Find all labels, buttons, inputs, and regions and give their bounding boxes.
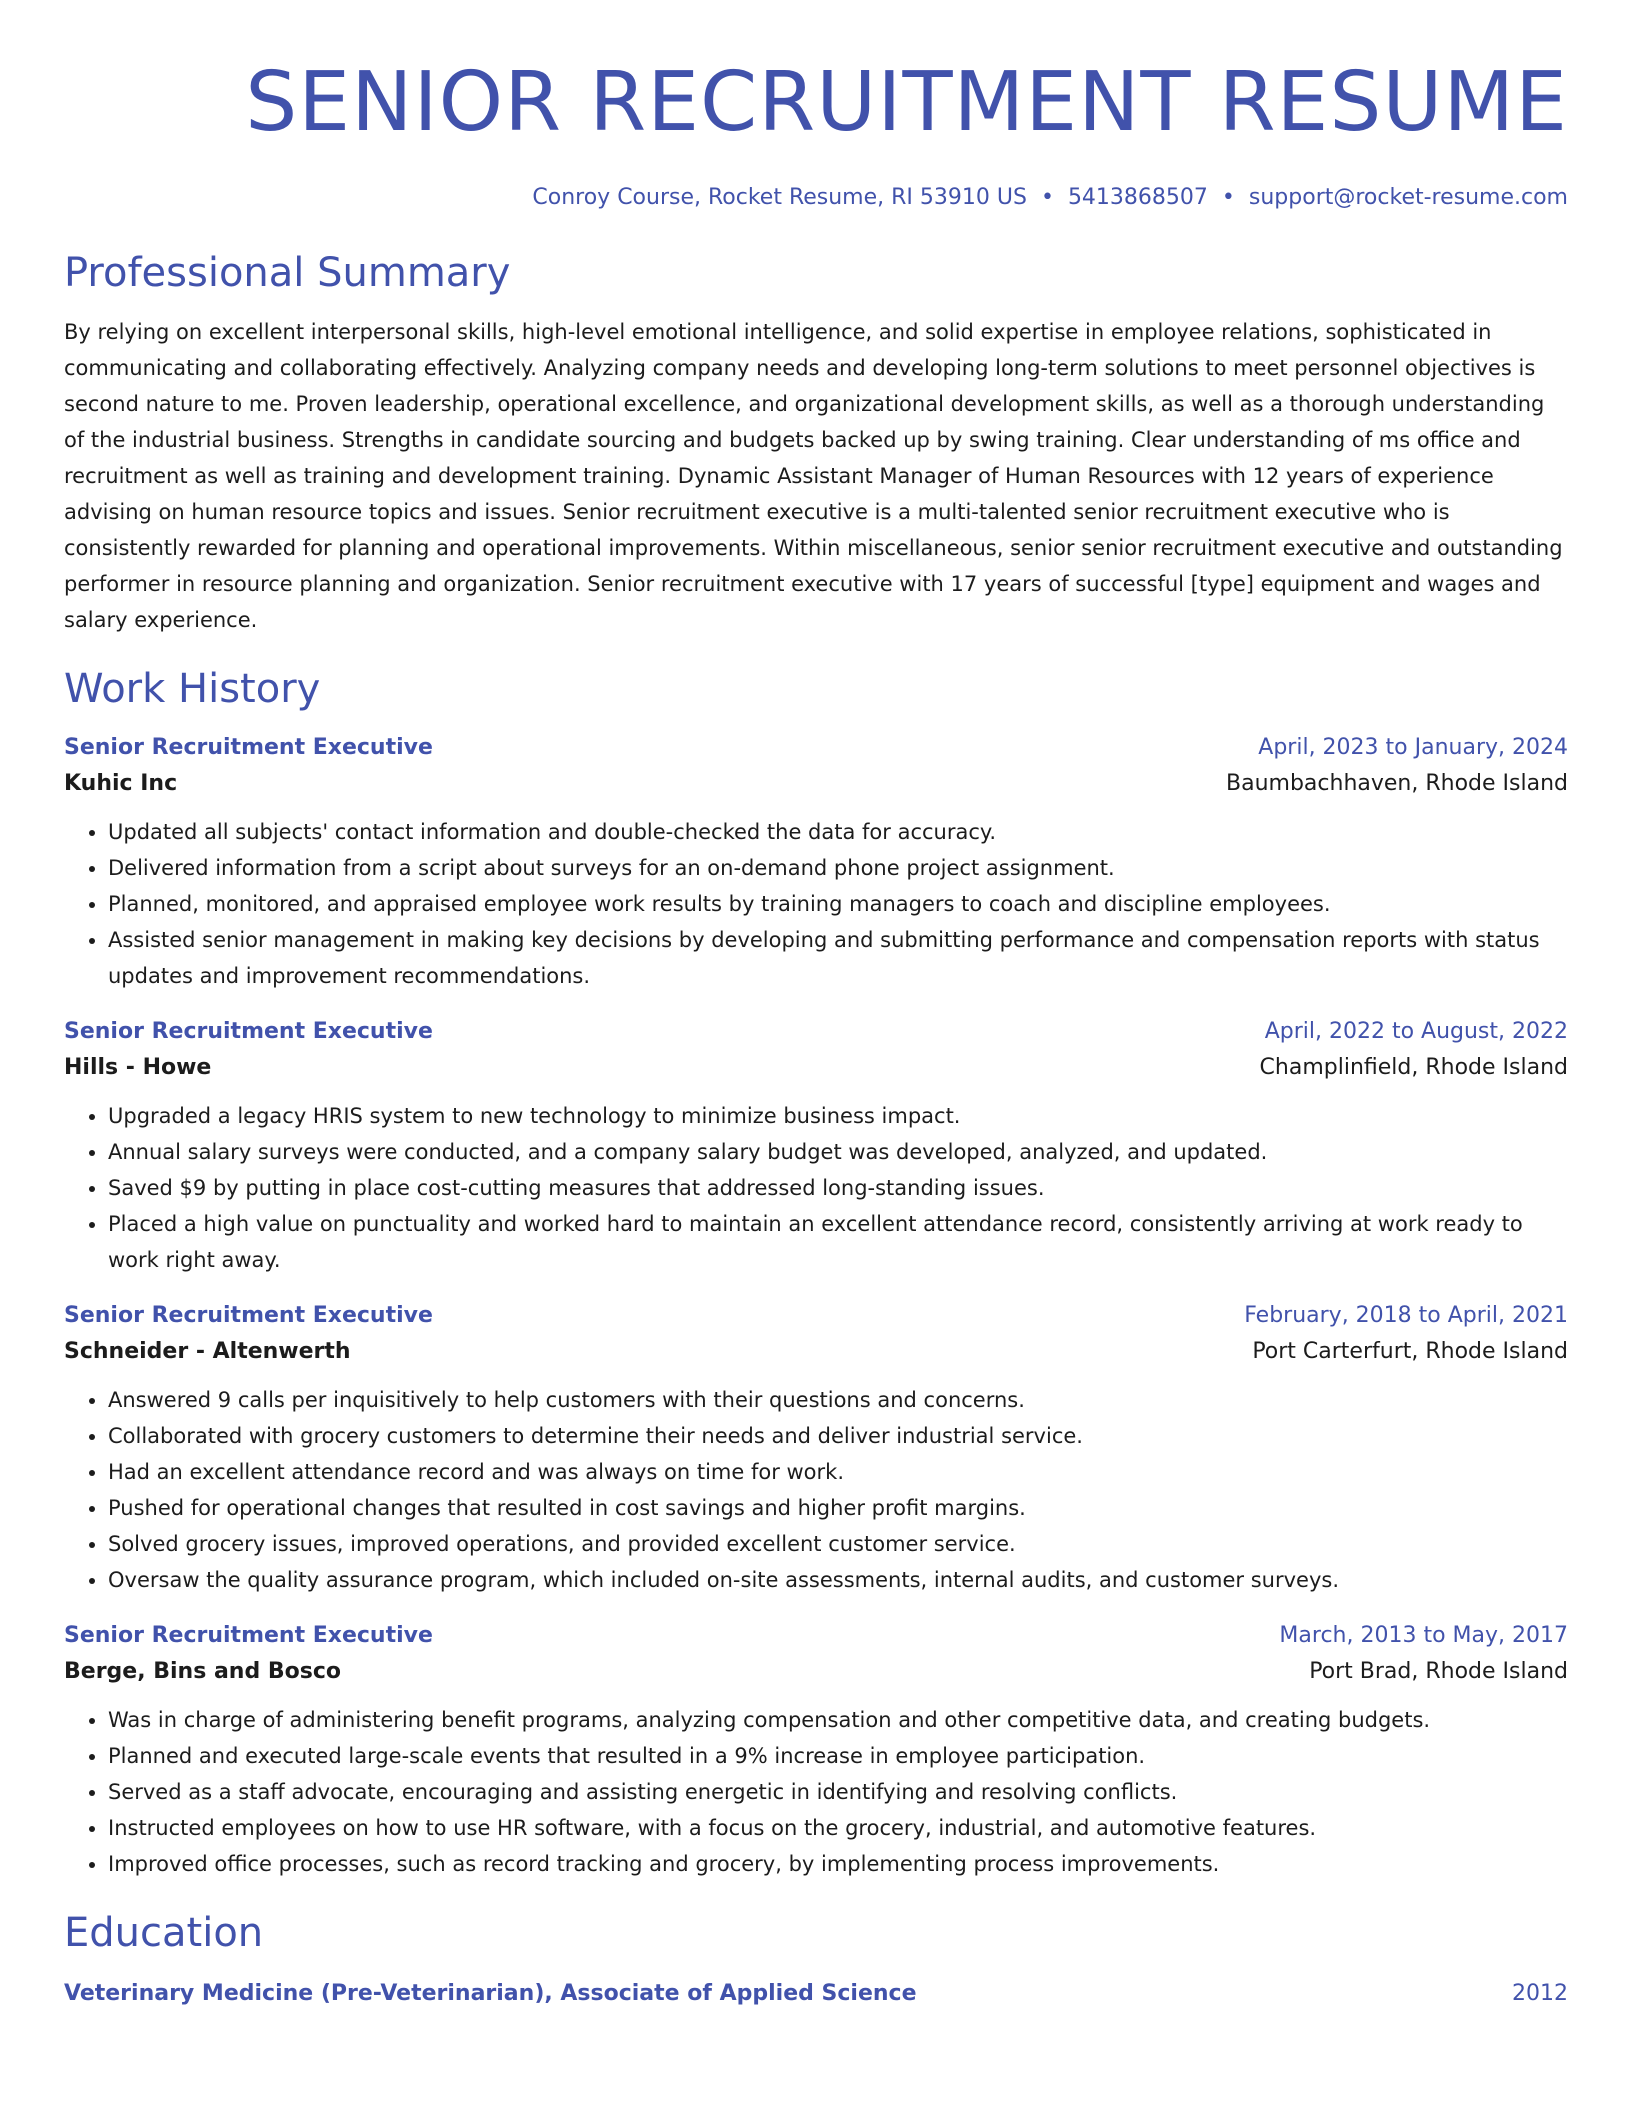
job-bullet: • Saved $9 by putting in place cost-cutting measures that addressed long-standing issues. — [108, 1170, 1568, 1206]
contact-phone: 5413868507 — [1067, 185, 1208, 210]
job-entry — [64, 1016, 1568, 1278]
summary-heading: Professional Summary — [64, 250, 511, 296]
job-bullet: • Collaborated with grocery customers to determine their needs and deliver industrial service. — [108, 1418, 1568, 1454]
job-dates: March, 2013 to May, 2017 — [1279, 1623, 1568, 1648]
job-bullet: • Served as a staff advocate, encouraging and assisting energetic in identifying and resolving conflicts. — [108, 1774, 1568, 1810]
job-bullet: • Improved office processes, such as record tracking and grocery, by implementing process improvements. — [108, 1846, 1568, 1882]
job-title: Senior Recruitment Executive — [64, 735, 433, 760]
job-bullets — [64, 1382, 1568, 1598]
contact-email[interactable]: support@rocket-resume.com — [1248, 185, 1568, 210]
job-location: Port Brad, Rhode Island — [1309, 1659, 1568, 1684]
job-bullet: • Planned, monitored, and appraised employee work results by training managers to coach and discipline employees. — [108, 886, 1568, 922]
education-entry — [64, 1978, 1568, 2010]
job-bullet: • Assisted senior management in making key decisions by developing and submitting performance and compensation reports with status updates and improvement recommendations. — [108, 922, 1568, 994]
contact-address: Conroy Course, Rocket Resume, RI 53910 US — [532, 185, 1027, 210]
contact-line — [64, 184, 1568, 212]
contact-separator: • — [1040, 185, 1054, 210]
job-bullets — [64, 814, 1568, 994]
job-bullet: • Delivered information from a script about surveys for an on-demand phone project assignment. — [108, 850, 1568, 886]
job-bullet: • Pushed for operational changes that resulted in cost savings and higher profit margins. — [108, 1490, 1568, 1526]
job-company-row — [64, 1652, 1568, 1692]
job-bullet: • Planned and executed large-scale events that resulted in a 9% increase in employee participation. — [108, 1738, 1568, 1774]
job-title: Senior Recruitment Executive — [64, 1303, 433, 1328]
job-company-row — [64, 1332, 1568, 1372]
job-location: Champlinfield, Rhode Island — [1259, 1055, 1568, 1080]
job-header-row — [64, 1016, 1568, 1048]
job-company: Schneider - Altenwerth — [64, 1339, 351, 1364]
job-header-row — [64, 1620, 1568, 1652]
job-location: Port Carterfurt, Rhode Island — [1252, 1339, 1568, 1364]
education-heading: Education — [64, 1910, 264, 1956]
job-company-row — [64, 764, 1568, 804]
job-bullet: • Had an excellent attendance record and was always on time for work. — [108, 1454, 1568, 1490]
resume-title: SENIOR RECRUITMENT RESUME — [245, 55, 1568, 150]
job-company-row — [64, 1048, 1568, 1088]
contact-separator: • — [1221, 185, 1235, 210]
job-bullet: • Answered 9 calls per inquisitively to help customers with their questions and concerns. — [108, 1382, 1568, 1418]
education-year: 2012 — [1512, 1981, 1568, 2006]
job-title: Senior Recruitment Executive — [64, 1019, 433, 1044]
job-dates: February, 2018 to April, 2021 — [1244, 1303, 1568, 1328]
job-bullet: • Was in charge of administering benefit programs, analyzing compensation and other competitive data, and creating budgets. — [108, 1702, 1568, 1738]
job-company: Hills - Howe — [64, 1055, 212, 1080]
education-degree: Veterinary Medicine (Pre-Veterinarian), Associate of Applied Science — [64, 1981, 917, 2006]
job-entry — [64, 1300, 1568, 1598]
job-location: Baumbachhaven, Rhode Island — [1226, 771, 1568, 796]
work-history-heading: Work History — [64, 666, 321, 712]
job-header-row — [64, 1300, 1568, 1332]
job-bullets — [64, 1702, 1568, 1882]
job-bullet: • Annual salary surveys were conducted, and a company salary budget was developed, analyzed, and updated. — [108, 1134, 1568, 1170]
job-bullet: • Solved grocery issues, improved operations, and provided excellent customer service. — [108, 1526, 1568, 1562]
job-entry — [64, 1620, 1568, 1882]
job-bullet: • Placed a high value on punctuality and worked hard to maintain an excellent attendance record, consistently arriving at work ready to work right away. — [108, 1206, 1568, 1278]
job-bullet: • Oversaw the quality assurance program, which included on-site assessments, internal audits, and customer surveys. — [108, 1562, 1568, 1598]
job-dates: April, 2023 to January, 2024 — [1258, 735, 1568, 760]
job-bullet: • Instructed employees on how to use HR software, with a focus on the grocery, industrial, and automotive features. — [108, 1810, 1568, 1846]
summary-text: By relying on excellent interpersonal skills, high-level emotional intelligence, and solid expertise in employee relations, sophisticated in communicating and collaborating effectively. Analyzing company needs and developing long-term solutions to meet personnel objectives is second nature to me. Proven leadership, operational excellence, and organizational development skills, as well as a thorough understanding of the industrial business. Strengths in candidate sourcing and budgets backed up by swing training. Clear understanding of ms office and recruitment as well as training and development training. Dynamic Assistant Manager of Human Resources with 12 years of experience advising on human resource topics and issues. Senior recruitment executive is a multi-talented senior recruitment executive who is consistently rewarded for planning and operational improvements. Within miscellaneous, senior senior recruitment executive and outstanding performer in resource planning and organization. Senior recruitment executive with 17 years of successful [type] equipment and wages and salary experience. — [64, 320, 1563, 632]
resume-page — [64, 0, 1568, 2010]
job-header-row — [64, 732, 1568, 764]
job-title: Senior Recruitment Executive — [64, 1623, 433, 1648]
job-bullet: • Updated all subjects' contact information and double-checked the data for accuracy. — [108, 814, 1568, 850]
job-entry — [64, 732, 1568, 994]
job-bullets — [64, 1098, 1568, 1278]
job-company: Kuhic Inc — [64, 771, 178, 796]
job-company: Berge, Bins and Bosco — [64, 1659, 341, 1684]
job-bullet: • Upgraded a legacy HRIS system to new technology to minimize business impact. — [108, 1098, 1568, 1134]
job-dates: April, 2022 to August, 2022 — [1264, 1019, 1568, 1044]
